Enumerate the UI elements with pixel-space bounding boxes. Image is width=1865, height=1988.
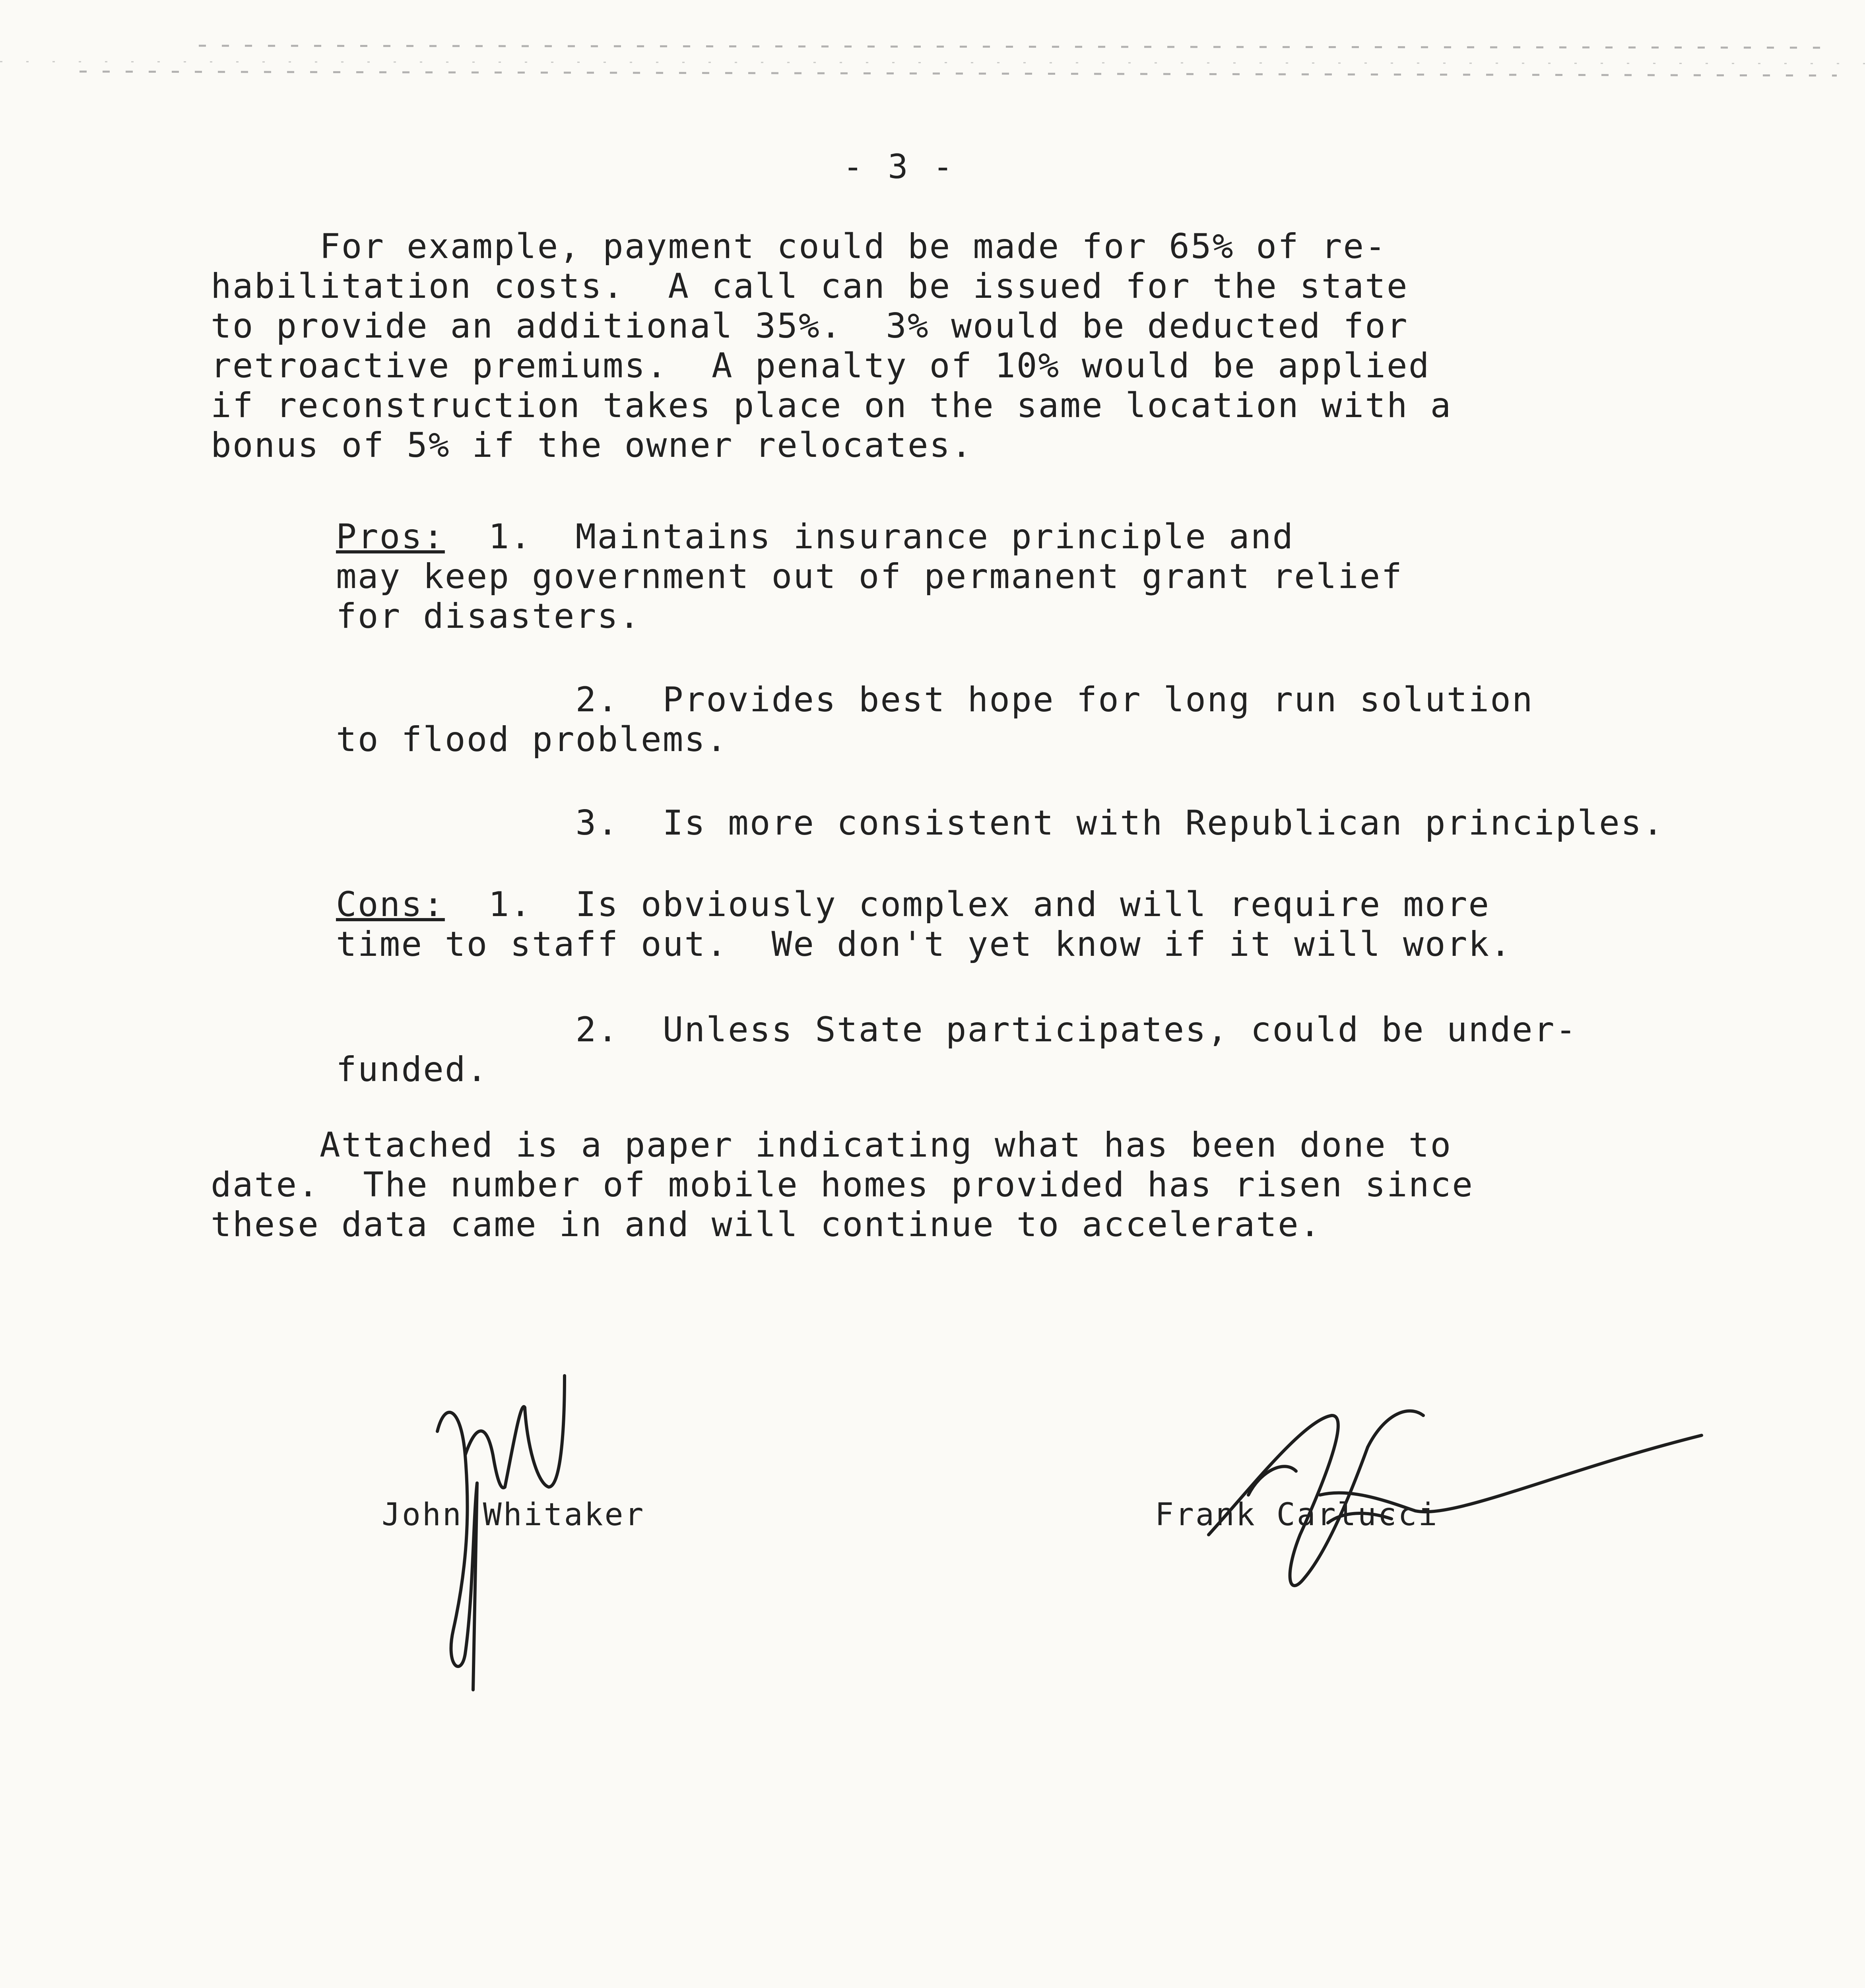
closing-paragraph bbox=[211, 1125, 1474, 1244]
pros-item-3 bbox=[336, 803, 1664, 843]
text-line: to provide an additional 35%. 3% would be deducted for bbox=[211, 306, 1409, 346]
text-line: may keep government out of permanent grant relief bbox=[336, 557, 1403, 596]
cons-label: Cons: bbox=[336, 885, 445, 924]
text-line: retroactive premiums. A penalty of 10% would be applied bbox=[211, 346, 1430, 386]
text-line: for disasters. bbox=[336, 596, 641, 636]
text-line: to flood problems. bbox=[336, 720, 728, 759]
text-line: 3. Is more consistent with Republican principles. bbox=[336, 803, 1665, 843]
pros-label: Pros: bbox=[336, 517, 445, 557]
text-line: Attached is a paper indicating what has been done to bbox=[211, 1125, 1452, 1165]
page-number: - 3 - bbox=[843, 147, 955, 186]
intro-paragraph bbox=[211, 227, 1452, 465]
cons-item-2 bbox=[336, 1010, 1577, 1089]
text-line: these data came in and will continue to accelerate. bbox=[211, 1205, 1322, 1244]
text-line: funded. bbox=[336, 1050, 489, 1089]
text-line: 1. Maintains insurance principle and bbox=[444, 517, 1294, 557]
pros-item-2 bbox=[336, 680, 1534, 759]
text-line: time to staff out. We don't yet know if it will work. bbox=[336, 924, 1512, 964]
text-line: 1. Is obviously complex and will require more bbox=[444, 885, 1490, 924]
pros-item-1 bbox=[336, 517, 1403, 636]
text-line: date. The number of mobile homes provided has risen since bbox=[211, 1165, 1474, 1205]
text-line: bonus of 5% if the owner relocates. bbox=[211, 425, 973, 465]
text-line: 2. Unless State participates, could be under- bbox=[336, 1010, 1578, 1050]
text-line: habilitation costs. A call can be issued for the state bbox=[211, 266, 1409, 306]
carlucci-name: Frank Carlucci bbox=[1155, 1497, 1439, 1533]
text-line: 2. Provides best hope for long run solution bbox=[336, 680, 1534, 720]
text-line: For example, payment could be made for 65% of re- bbox=[211, 227, 1387, 266]
top-edge-artifacts bbox=[0, 24, 1865, 87]
cons-item-1 bbox=[336, 885, 1512, 964]
whitaker-name: John Whitaker bbox=[382, 1497, 645, 1533]
text-line: if reconstruction takes place on the same location with a bbox=[211, 386, 1452, 425]
